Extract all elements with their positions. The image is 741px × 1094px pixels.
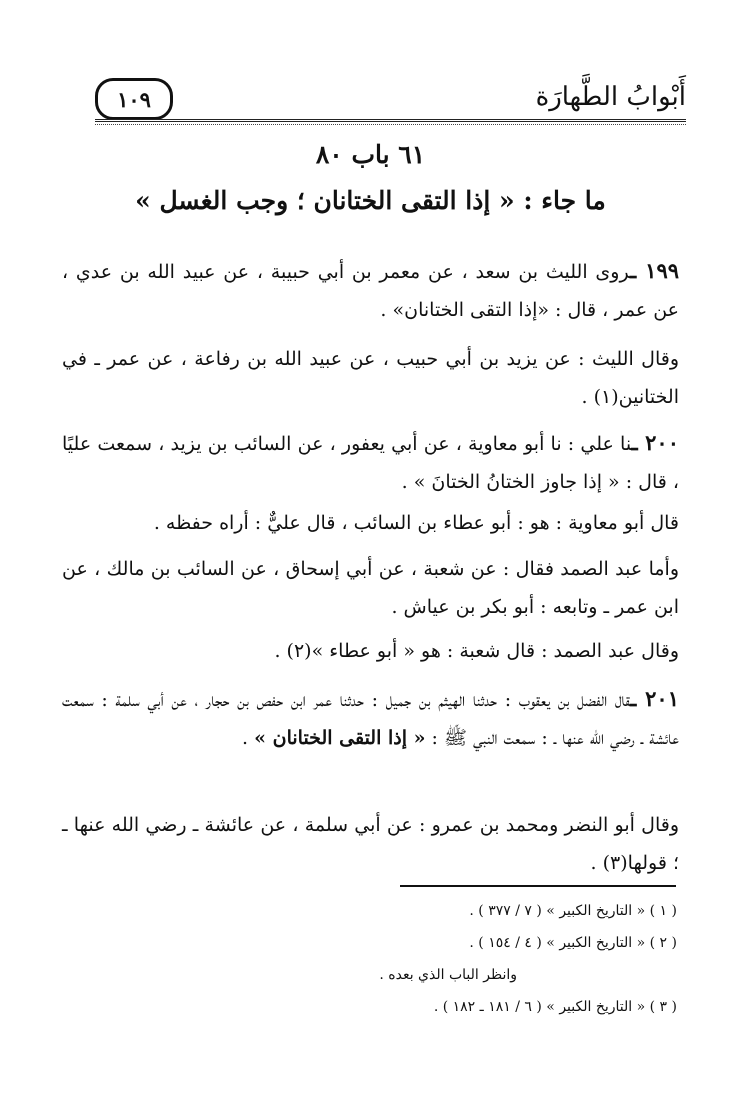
paragraph-abu-nadr	[62, 806, 679, 882]
page-header	[95, 78, 686, 118]
paragraph-200	[62, 424, 679, 501]
paragraph-text: وقال أبو النضر ومحمد بن عمرو : عن أبي سلمة ، عن عائشة ـ رضي الله عنها ـ ؛ قولها(٣) .	[62, 814, 679, 874]
header-rule-dotted	[95, 124, 686, 125]
page-number: ١٠٩	[117, 86, 151, 112]
hadith-number: ٢٠٠ ـ	[631, 430, 679, 455]
footnote-2: ( ٢ ) « التاريخ الكبير » ( ٤ / ١٥٤ ) .	[469, 935, 677, 951]
running-title: أَبْوابُ الطَّهارَة	[535, 82, 686, 112]
paragraph-text: روى الليث بن سعد ، عن معمر بن أبي حبيبة ، عن عبيد الله بن عدي ، عن عمر ، قال : «إذا التقى الختانان» .	[62, 261, 679, 321]
paragraph-text: نا علي : نا أبو معاوية ، عن أبي يعفور ، عن السائب بن يزيد ، سمعت عليًا ، قال : « إذا جاوز الختانُ الختانَ » .	[62, 433, 679, 493]
paragraph-abu-muawiya	[62, 504, 679, 542]
paragraph-201	[62, 680, 679, 757]
hadith-quote: « إذا التقى الختانان »	[254, 727, 426, 749]
paragraph-text: وقال عبد الصمد : قال شعبة : هو « أبو عطاء »(٢) .	[274, 640, 679, 662]
footnote-2-note: وانظر الباب الذي بعده .	[379, 967, 517, 983]
hadith-number: ١٩٩ ـ	[629, 258, 680, 283]
hadith-number: ٢٠١ ـ	[630, 686, 679, 711]
paragraph-tail: .	[242, 727, 255, 749]
paragraph-199	[62, 252, 679, 329]
paragraph-layth	[62, 340, 679, 416]
footnote-3: ( ٣ ) « التاريخ الكبير » ( ٦ / ١٨١ ـ ١٨٢ ) .	[433, 999, 677, 1015]
paragraph-abd-alsamad	[62, 550, 679, 626]
footnote-rule	[400, 885, 676, 887]
paragraph-text: وأما عبد الصمد فقال : عن شعبة ، عن أبي إسحاق ، عن السائب بن مالك ، عن ابن عمر ـ وتابعه : أبو بكر بن عياش .	[62, 558, 679, 618]
paragraph-text: قال الفضل بن يعقوب : حدثنا الهيثم بن جميل : حدثنا عمر ابن حفص بن حجار ، عن أبي سلمة : سمعت عائشة ـ رضي الله عنها ـ : سمعت النبي ﷺ :	[62, 689, 679, 749]
paragraph-text: قال أبو معاوية : هو : أبو عطاء بن السائب ، قال عليٌّ : أراه حفظه .	[153, 512, 679, 534]
paragraph-shuba	[62, 632, 679, 670]
chapter-number: ٦١ باب ٨٠	[315, 140, 426, 169]
page-number-box	[95, 78, 173, 120]
footnotes	[62, 895, 677, 1023]
chapter-title: ما جاء : « إذا التقى الختانان ؛ وجب الغسل »	[135, 186, 606, 215]
paragraph-text: وقال الليث : عن يزيد بن أبي حبيب ، عن عبيد الله بن رفاعة ، عن عمر ـ في الختانين(١) .	[62, 348, 679, 408]
header-rule	[95, 119, 686, 122]
footnote-1: ( ١ ) « التاريخ الكبير » ( ٧ / ٣٧٧ ) .	[469, 903, 677, 919]
